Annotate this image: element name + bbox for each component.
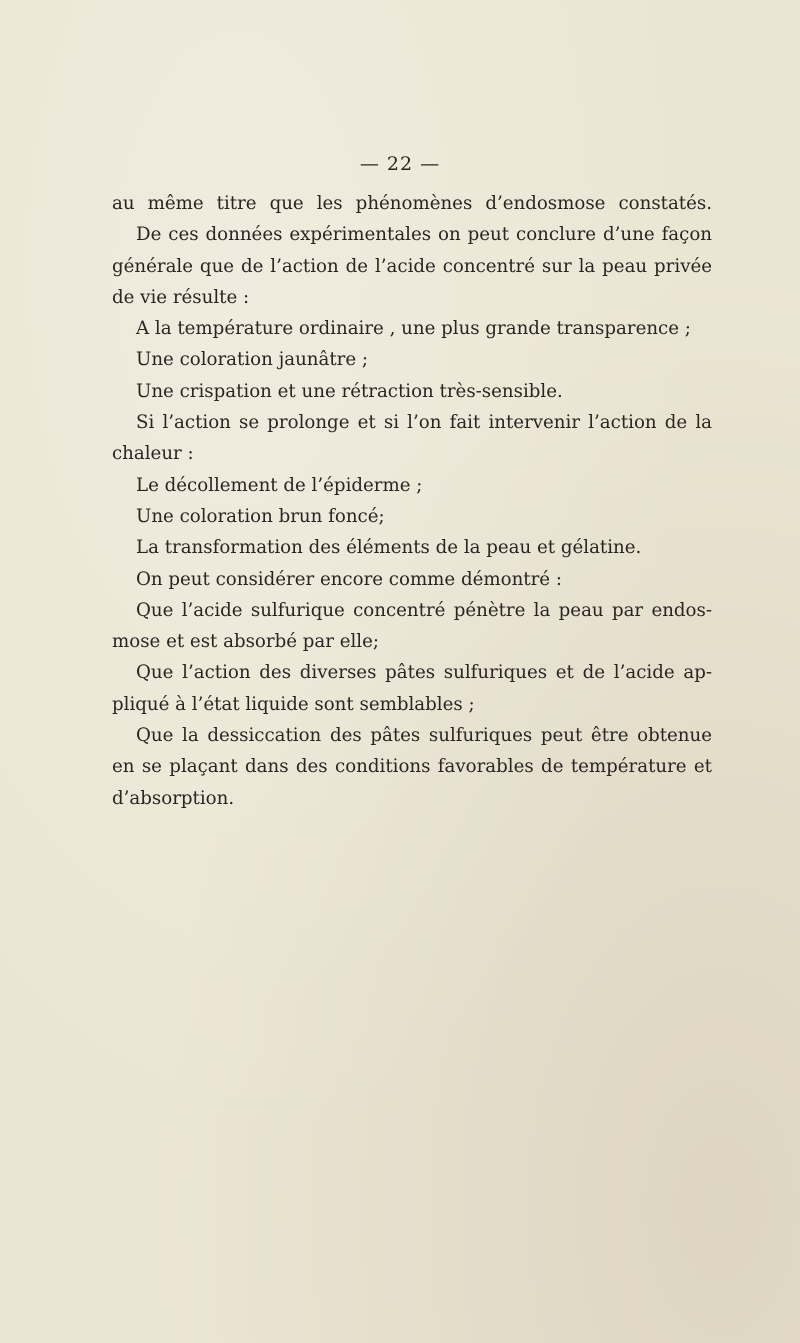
text-line: au même titre que les phénomènes d’endosmose constatés.: [112, 193, 712, 214]
text-line: Si l’action se prolonge et si l’on fait intervenir l’action de la: [136, 412, 712, 434]
text-line: De ces données expérimentales on peut conclure d’une façon: [136, 224, 712, 246]
text-line: A la température ordinaire , une plus grande transparence ;: [136, 318, 691, 340]
body-text: [112, 188, 712, 814]
text-line: Que l’acide sulfurique concentré pénètre la peau par endos-: [136, 599, 712, 621]
text-line: Que la dessiccation des pâtes sulfuriques peut être obtenue: [136, 725, 712, 747]
text-line: chaleur :: [112, 443, 194, 465]
text-line: Le décollement de l’épiderme ;: [136, 474, 423, 496]
text-line: Que l’action des diverses pâtes sulfuriques et de l’acide ap-: [136, 662, 712, 684]
text-line: en se plaçant dans des conditions favorables de température et: [112, 756, 712, 778]
text-line: Une crispation et une rétraction très-sensible.: [136, 380, 563, 402]
text-line: générale que de l’action de l’acide concentré sur la peau privée: [112, 255, 712, 277]
text-line: La transformation des éléments de la peau et gélatine.: [136, 537, 642, 559]
text-line: On peut considérer encore comme démontré :: [136, 568, 562, 590]
text-line: mose et est absorbé par elle;: [112, 631, 380, 653]
page-number: — 22 —: [359, 153, 441, 175]
text-line: Une coloration brun foncé;: [136, 505, 385, 527]
text-line: pliqué à l’état liquide sont semblables ;: [112, 693, 475, 715]
text-line: de vie résulte :: [112, 286, 250, 308]
text-line: d’absorption.: [112, 787, 235, 809]
text-line: Une coloration jaunâtre ;: [136, 349, 369, 371]
